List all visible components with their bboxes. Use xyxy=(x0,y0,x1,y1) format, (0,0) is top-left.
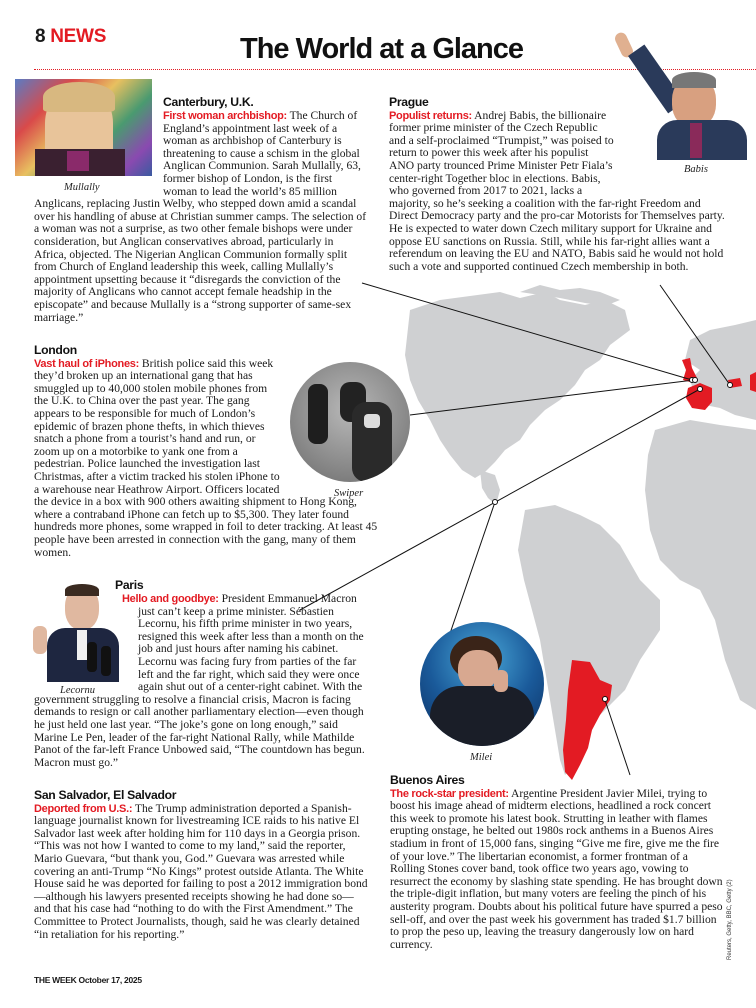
section-header xyxy=(35,26,106,48)
swiper-caption: Swiper xyxy=(334,488,364,499)
story-location: London xyxy=(34,343,77,357)
story-kicker: The rock-star president: xyxy=(390,787,509,800)
story-body: British police said this week they’d broken up an international gang that has smuggled up to 40,000 stolen mobile phones from the U.K. to China over the past year. The gang appears to be responsible for much of London’s epidemic of brazen phone thefts, in which thieves snatch a phone from a tourist’s hand and run, or zoom up on a motorbike to yank one from a pedestrian. Police launched the investigation last Christmas, after a victim tracked his stolen iPhone to a warehouse near Heathrow Airport. Officers located the device in a box with 900 others awaiting shipment to Hong Kong, where a contraband iPhone can fetch up to $5,300. They later found hundreds more phones, some wrapped in foil to deter tracking. At least 45 people have been arrested in connection with the gang, many of them women. xyxy=(34,356,378,559)
story-body: The Trump administration deported a Spanish-language journalist known for livestreaming ICE raids to his native El Salvador last week after holding him for 110 days in a Georgia prison. “This was not how I wanted to come to my land,” said the reporter, Mario Guevara, “but thank you, God.” Guevara was arrested while covering an anti-Trump “No Kings” protest outside Atlanta. The White House said he was deported for failing to post a 2012 immigration bond—although his lawyers presented receipts showing he had done so—and that his case had “nothing to do with the First Amendment.” The Committee to Protect Journalists, though, said he was clearly detained “in retaliation for his reporting.” xyxy=(34,801,368,941)
mullally-caption: Mullally xyxy=(64,182,100,193)
story-body: Andrej Babis, the billionaire former prime minister of the Czech Republic and a self-proclaimed “Trumpist,” was poised to return to power this week after his populist ANO party trounced Prime Minister Petr Fiala’s center-right Together bloc in elections. Babis, who governed from 2017 to 2021, lacks a majority, so he’s seeking a coalition with the far-right Freedom and Direct Democracy party and the pro-car Motorists for Themselves party. He is expected to water down Czech military support for Ukraine and oppose EU sanctions on Russia. Still, while his far-right allies want a referendum on leaving the EU and NATO, Babis said he would not hold such a vote and supported continued Czech membership in both. xyxy=(389,108,725,273)
story-location: Paris xyxy=(115,578,144,592)
map-africa xyxy=(645,420,756,710)
marker-london xyxy=(693,378,698,383)
marker-buenos-aires xyxy=(603,697,608,702)
photo-credits: Reuters, Getty, BBC, Getty (2) xyxy=(727,879,733,960)
story-body: President Emmanuel Macron just can’t keep a prime minister. Sébastien Lecornu, his fifth prime minister in two years, resigned this week after less than a month on the job and just hours after naming his cabinet. Lecornu was facing fury from parties of the far left and the far right, which said they were once again shut out of a center-right cabinet. With the government struggling to resolve a financial crisis, Macron is facing demands to resign or call another parliamentary election—even though he just held one last year. “The joke’s gone on long enough,” said Marine Le Pen, leader of the far-right National Rally, while Mathilde Panot of the far-left France Unbowed said, “The countdown has begun. Macron must go.” xyxy=(34,592,365,769)
map-central-america xyxy=(480,470,500,505)
story-location: Canterbury, U.K. xyxy=(163,95,254,109)
marker-prague xyxy=(728,383,733,388)
babis-caption: Babis xyxy=(684,164,708,175)
story-location: San Salvador, El Salvador xyxy=(34,788,177,802)
marker-san-salvador xyxy=(493,500,498,505)
map-eastern-highlight xyxy=(750,372,756,392)
lecornu-caption: Lecornu xyxy=(60,685,95,696)
lecornu-photo xyxy=(25,582,130,682)
swiper-photo xyxy=(290,362,410,482)
story-canterbury xyxy=(34,110,368,324)
publication-footer: THE WEEK October 17, 2025 xyxy=(34,975,142,985)
story-kicker: Deported from U.S.: xyxy=(34,802,133,815)
story-kicker: First woman archbishop: xyxy=(163,110,287,122)
story-body: Argentine President Javier Milei, trying to boost his image ahead of midterm elections, headlined a rock concert this week to promote his latest book. Strutting in leather with flames erupting onstage, he belted out 1980s rock anthems in a Buenos Aires stadium in front of 15,000 fans, singing “Give me fire, give me the fire of your love.” The libertarian economist, a former frontman of a Rolling Stones cover band, took office two years ago, vowing to resurrect the economy by slashing state spending. He has brought down the triple-digit inflation, but many voters are feeling the pinch of his austerity program. Doubts about his political future have spurred a peso sell-off, and over the past week his government has traded $1.7 billion to prop the peso up, leaving the treasury dangerously low on hard currency. xyxy=(390,786,723,951)
story-kicker: Vast haul of iPhones: xyxy=(34,357,139,370)
story-location: Prague xyxy=(389,95,429,109)
babis-photo xyxy=(612,28,756,160)
story-canterbury-head xyxy=(163,96,368,110)
story-location: Buenos Aires xyxy=(390,773,465,787)
story-kicker: Hello and goodbye: xyxy=(122,593,219,605)
leader-line-buenos-aires xyxy=(605,700,630,775)
page-number: 8 xyxy=(35,26,46,47)
story-buenos-aires xyxy=(390,774,723,951)
float-spacer xyxy=(34,110,163,194)
story-paris-head xyxy=(115,579,368,593)
milei-caption: Milei xyxy=(470,752,493,763)
marker-paris xyxy=(698,387,703,392)
milei-photo xyxy=(420,622,544,746)
story-kicker: Populist returns: xyxy=(389,109,472,122)
page-title: The World at a Glance xyxy=(240,33,524,65)
section-name: NEWS xyxy=(50,26,107,47)
story-san-salvador xyxy=(34,789,368,941)
story-body: The Church of England’s appointment last week of a woman as archbishop of Canterbury is threatening to cause a schism in the global Anglican Communion. Sarah Mullally, 63, former bishop of London, is the first woman to lead the world’s 85 million Anglicans, replacing Justin Welby, who stepped down amid a scandal over his handling of abuse at Christian summer camps. The selection of a woman was not a surprise, as two other female bishops were under consideration, but Anglican conservatives abroad, particularly in Africa, objected. The Nigerian Anglican Communion formally split from Church of England leadership this week, calling Mullally’s appointment upsetting because it “disregards the conviction of the majority of Anglicans who cannot accept female headship in the episcopate” and because Mullally is a “strong supporter of same-sex marriage.” xyxy=(34,109,367,324)
